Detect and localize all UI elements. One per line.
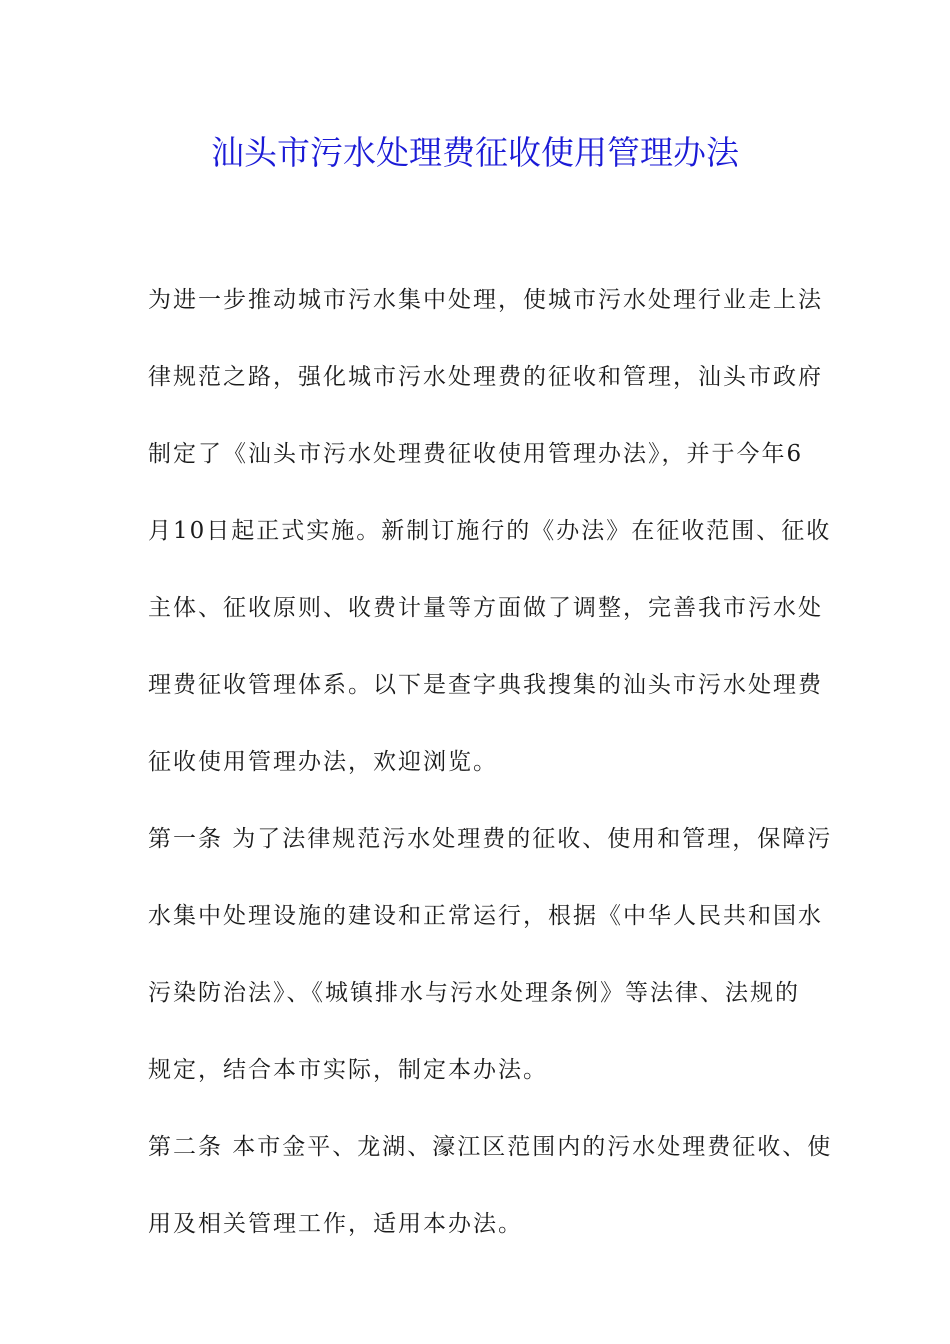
body-line-4: 月10日起正式实施。新制订施行的《办法》在征收范围、征收 <box>148 518 832 544</box>
body-line-11: 规定，结合本市实际，制定本办法。 <box>148 1057 548 1083</box>
body-line-3: 制定了《汕头市污水处理费征收使用管理办法》，并于今年6 <box>148 441 804 467</box>
body-line-6: 理费征收管理体系。以下是查字典我搜集的汕头市污水处理费 <box>148 672 823 698</box>
body-line-5: 主体、征收原则、收费计量等方面做了调整，完善我市污水处 <box>148 595 823 621</box>
body-line-12: 第二条 本市金平、龙湖、濠江区范围内的污水处理费征收、使 <box>148 1134 833 1160</box>
body-line-2: 律规范之路，强化城市污水处理费的征收和管理，汕头市政府 <box>148 364 823 390</box>
document-title: 汕头市污水处理费征收使用管理办法 <box>211 133 739 172</box>
body-line-8: 第一条 为了法律规范污水处理费的征收、使用和管理，保障污 <box>148 826 833 852</box>
body-line-7: 征收使用管理办法，欢迎浏览。 <box>148 749 498 775</box>
document-body <box>148 262 833 1263</box>
body-line-13: 用及相关管理工作，适用本办法。 <box>148 1211 523 1237</box>
body-line-10: 污染防治法》、《城镇排水与污水处理条例》等法律、法规的 <box>148 980 800 1006</box>
body-line-1: 为进一步推动城市污水集中处理，使城市污水处理行业走上法 <box>148 287 823 313</box>
body-line-9: 水集中处理设施的建设和正常运行，根据《中华人民共和国水 <box>148 903 823 929</box>
